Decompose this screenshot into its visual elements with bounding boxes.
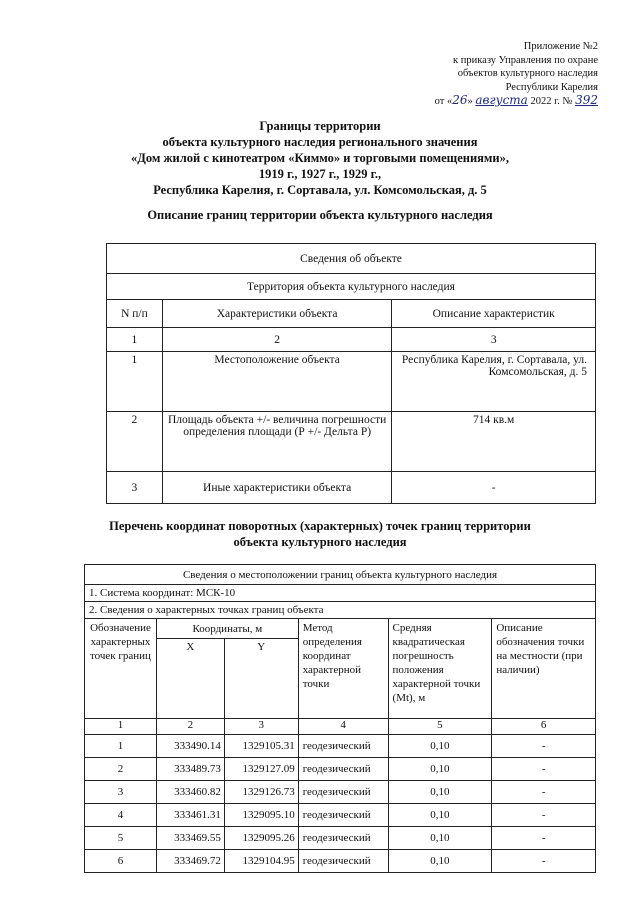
coords-col-number-2: 2	[156, 719, 224, 735]
column-header-coordinates: Координаты, м	[156, 619, 298, 639]
column-header-point-description: Описание обозначения точки на местности (при наличии)	[492, 619, 596, 719]
appendix-line-4: Республики Карелия	[505, 81, 598, 93]
coords-col-number-1: 1	[85, 719, 157, 735]
row-number: 2	[107, 412, 163, 472]
order-date-line	[435, 94, 598, 109]
document-title	[40, 118, 600, 198]
title-line-2: объекта культурного наследия регионального значения	[162, 135, 478, 149]
point-x: 333461.31	[156, 804, 224, 827]
table-row	[85, 804, 596, 827]
table-row	[85, 850, 596, 873]
point-method: геодезический	[298, 758, 388, 781]
table-row	[107, 352, 596, 412]
point-number: 6	[85, 850, 157, 873]
section2-title	[60, 518, 580, 550]
column-header-x: X	[156, 639, 224, 719]
point-x: 333489.73	[156, 758, 224, 781]
point-error: 0,10	[388, 758, 492, 781]
point-x: 333460.82	[156, 781, 224, 804]
object-info-table	[106, 243, 596, 504]
order-month-handwritten: августа	[475, 93, 528, 107]
table-row	[85, 758, 596, 781]
coords-col-number-5: 5	[388, 719, 492, 735]
row-characteristic: Местоположение объекта	[162, 352, 392, 412]
point-error: 0,10	[388, 827, 492, 850]
object-table-subheader: Территория объекта культурного наследия	[107, 274, 596, 300]
point-description: -	[492, 758, 596, 781]
points-header: 2. Сведения о характерных точках границ объекта	[85, 602, 596, 619]
column-header-y: Y	[224, 639, 298, 719]
coords-col-number-6: 6	[492, 719, 596, 735]
coords-col-number-4: 4	[298, 719, 388, 735]
order-mid: »	[467, 96, 476, 107]
row-characteristic: Площадь объекта +/- величина погрешности определения площади (Р +/- Дельта Р)	[162, 412, 392, 472]
section2-title-line-2: объекта культурного наследия	[233, 535, 407, 549]
row-number: 3	[107, 472, 163, 504]
point-error: 0,10	[388, 781, 492, 804]
point-description: -	[492, 781, 596, 804]
point-y: 1329126.73	[224, 781, 298, 804]
point-number: 4	[85, 804, 157, 827]
appendix-line-1: Приложение №2	[523, 41, 598, 52]
column-number-3: 3	[392, 328, 596, 352]
column-header-designation: Обозначение характерных точек границ	[85, 619, 157, 719]
appendix-line-3: объектов культурного наследия	[457, 68, 598, 79]
column-header-characteristic: Характеристики объекта	[162, 300, 392, 328]
coordinates-table	[84, 564, 596, 873]
appendix-line-2: к приказу Управления по охране	[453, 54, 598, 66]
row-description: -	[392, 472, 596, 504]
column-header-description: Описание характеристик	[392, 300, 596, 328]
point-x: 333469.72	[156, 850, 224, 873]
row-number: 1	[107, 352, 163, 412]
order-day-handwritten: 26	[452, 93, 468, 107]
point-method: геодезический	[298, 827, 388, 850]
title-line-5: Республика Карелия, г. Сортавала, ул. Комсомольская, д. 5	[153, 183, 487, 197]
column-header-number: N п/п	[107, 300, 163, 328]
point-description: -	[492, 827, 596, 850]
object-table-header: Сведения об объекте	[107, 244, 596, 274]
point-x: 333490.14	[156, 735, 224, 758]
coords-col-number-3: 3	[224, 719, 298, 735]
table-row	[107, 472, 596, 504]
title-line-4: 1919 г., 1927 г., 1929 г.,	[258, 167, 382, 181]
column-header-method: Метод определения координат характерной точки	[298, 619, 388, 719]
point-description: -	[492, 804, 596, 827]
order-year: 2022 г. №	[527, 96, 576, 107]
point-x: 333469.55	[156, 827, 224, 850]
appendix-block	[435, 40, 598, 109]
coords-table-header: Сведения о местоположении границ объекта культурного наследия	[85, 565, 596, 585]
point-description: -	[492, 735, 596, 758]
point-y: 1329095.26	[224, 827, 298, 850]
point-y: 1329104.95	[224, 850, 298, 873]
point-method: геодезический	[298, 781, 388, 804]
order-prefix: от «	[434, 96, 453, 107]
point-description: -	[492, 850, 596, 873]
point-error: 0,10	[388, 804, 492, 827]
point-y: 1329095.10	[224, 804, 298, 827]
point-number: 5	[85, 827, 157, 850]
row-description: 714 кв.м	[392, 412, 596, 472]
point-error: 0,10	[388, 735, 492, 758]
point-method: геодезический	[298, 735, 388, 758]
column-header-error: Средняя квадратическая погрешность положения характерной точки (Mt), м	[388, 619, 492, 719]
row-description: Республика Карелия, г. Сортавала, ул. Комсомольская, д. 5	[392, 352, 596, 412]
table-row	[107, 412, 596, 472]
title-line-1: Границы территории	[259, 119, 381, 133]
row-characteristic: Иные характеристики объекта	[162, 472, 392, 504]
section1-title: Описание границ территории объекта культурного наследия	[147, 208, 493, 222]
table-row	[85, 781, 596, 804]
table-row	[85, 827, 596, 850]
order-number-handwritten: 392	[575, 93, 598, 107]
title-line-3: «Дом жилой с кинотеатром «Киммо» и торговыми помещениями»,	[130, 151, 510, 165]
point-method: геодезический	[298, 804, 388, 827]
point-y: 1329105.31	[224, 735, 298, 758]
point-number: 1	[85, 735, 157, 758]
point-method: геодезический	[298, 850, 388, 873]
column-number-2: 2	[162, 328, 392, 352]
point-error: 0,10	[388, 850, 492, 873]
point-y: 1329127.09	[224, 758, 298, 781]
point-number: 3	[85, 781, 157, 804]
table-row	[85, 735, 596, 758]
coordinate-system: 1. Система координат: МСК-10	[85, 585, 596, 602]
point-number: 2	[85, 758, 157, 781]
section2-title-line-1: Перечень координат поворотных (характерных) точек границ территории	[109, 519, 531, 533]
column-number-1: 1	[107, 328, 163, 352]
